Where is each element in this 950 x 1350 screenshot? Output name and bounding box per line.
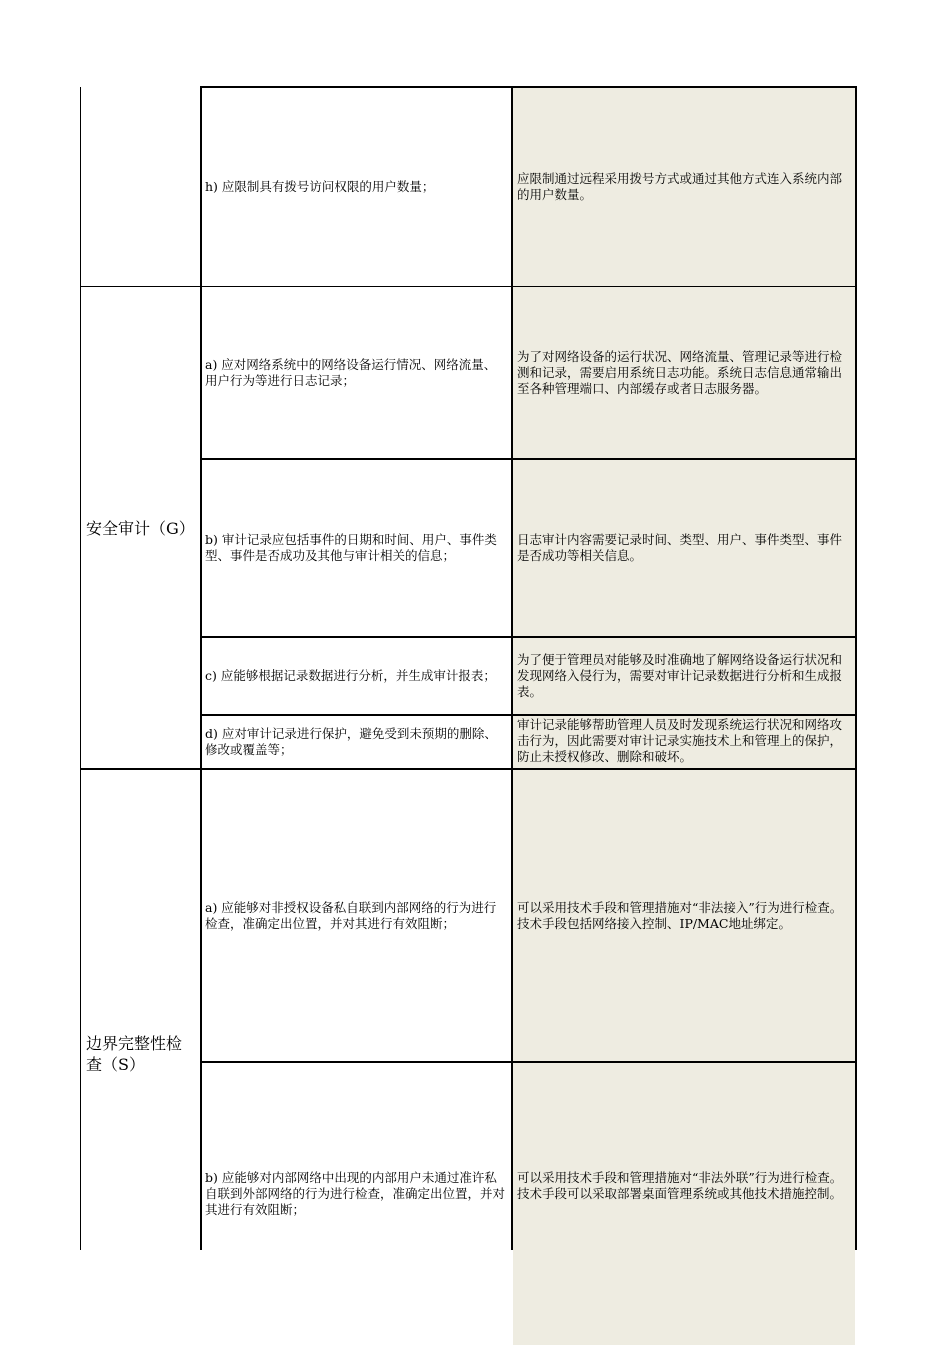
grid-line [511,87,513,1250]
requirement-cell [202,287,511,458]
grid-line [80,286,857,287]
category-label: 安全审计（G） [86,518,195,538]
grid-line [200,1061,857,1063]
requirement-text: a) 应能够对非授权设备私自联到内部网络的行为进行检查，准确定出位置，并对其进行有效阻断； [205,899,497,931]
grid-line [200,714,857,716]
requirement-text: a) 应对网络系统中的网络设备运行情况、网络流量、用户行为等进行日志记录； [205,356,497,388]
explanation-cell [513,638,855,714]
explanation-text: 审计记录能够帮助管理人员及时发现系统运行状况和网络攻击行为，因此需要对审计记录实施技术上和管理上的保护，防止未授权修改、删除和破坏。 [517,717,843,764]
grid-line [200,87,202,1250]
explanation-cell [513,460,855,636]
explanation-text: 可以采用技术手段和管理措施对“非法接入”行为进行检查。技术手段包括网络接入控制、IP/MAC地址绑定。 [517,899,843,931]
explanation-text: 日志审计内容需要记录时间、类型、用户、事件类型、事件是否成功等相关信息。 [517,532,843,563]
explanation-cell [513,287,855,458]
grid-line [80,768,857,770]
explanation-cell [513,770,855,1061]
explanation-text: 为了对网络设备的运行状况、网络流量、管理记录等进行检测和记录，需要启用系统日志功能。系统日志信息通常输出至各种管理端口、内部缓存或者日志服务器。 [517,348,843,396]
explanation-cell [513,1063,855,1345]
requirement-cell [202,716,511,768]
category-cell-security-audit [82,287,201,769]
explanation-text: 可以采用技术手段和管理措施对“非法外联”行为进行检查。技术手段可以采取部署桌面管理系统或其他技术措施控制。 [517,1170,843,1201]
category-label: 边界完整性检查（S） [86,1034,183,1074]
requirement-text: d) 应对审计记录进行保护，避免受到未预期的删除、修改或覆盖等； [205,726,497,757]
requirement-text: h) 应限制具有拨号访问权限的用户数量； [205,178,435,194]
requirement-text: b) 审计记录应包括事件的日期和时间、用户、事件类型、事件是否成功及其他与审计相关的信息； [205,532,497,563]
grid-line [200,458,857,460]
explanation-text: 为了便于管理员对能够及时准确地了解网络设备运行状况和发现网络入侵行为，需要对审计记录数据进行分析和生成报表。 [517,652,843,699]
requirement-cell [202,638,511,714]
category-cell-boundary-integrity [82,769,201,1350]
requirement-cell [202,770,511,1061]
requirement-cell [202,460,511,636]
requirement-cell [202,87,511,286]
grid-line [855,87,857,1250]
requirement-cell [202,1063,511,1345]
grid-line [200,86,857,88]
explanation-cell [513,716,855,768]
explanation-cell [513,87,855,286]
requirement-text: c) 应能够根据记录数据进行分析，并生成审计报表； [205,668,496,683]
requirement-text: b) 应能够对内部网络中出现的内部用户未通过准许私自联到外部网络的行为进行检查，准确定出位置，并对其进行有效阻断； [205,1170,506,1217]
grid-line [80,87,81,1250]
grid-line [200,636,857,638]
explanation-text: 应限制通过远程采用拨号方式或通过其他方式连入系统内部的用户数量。 [517,170,843,202]
